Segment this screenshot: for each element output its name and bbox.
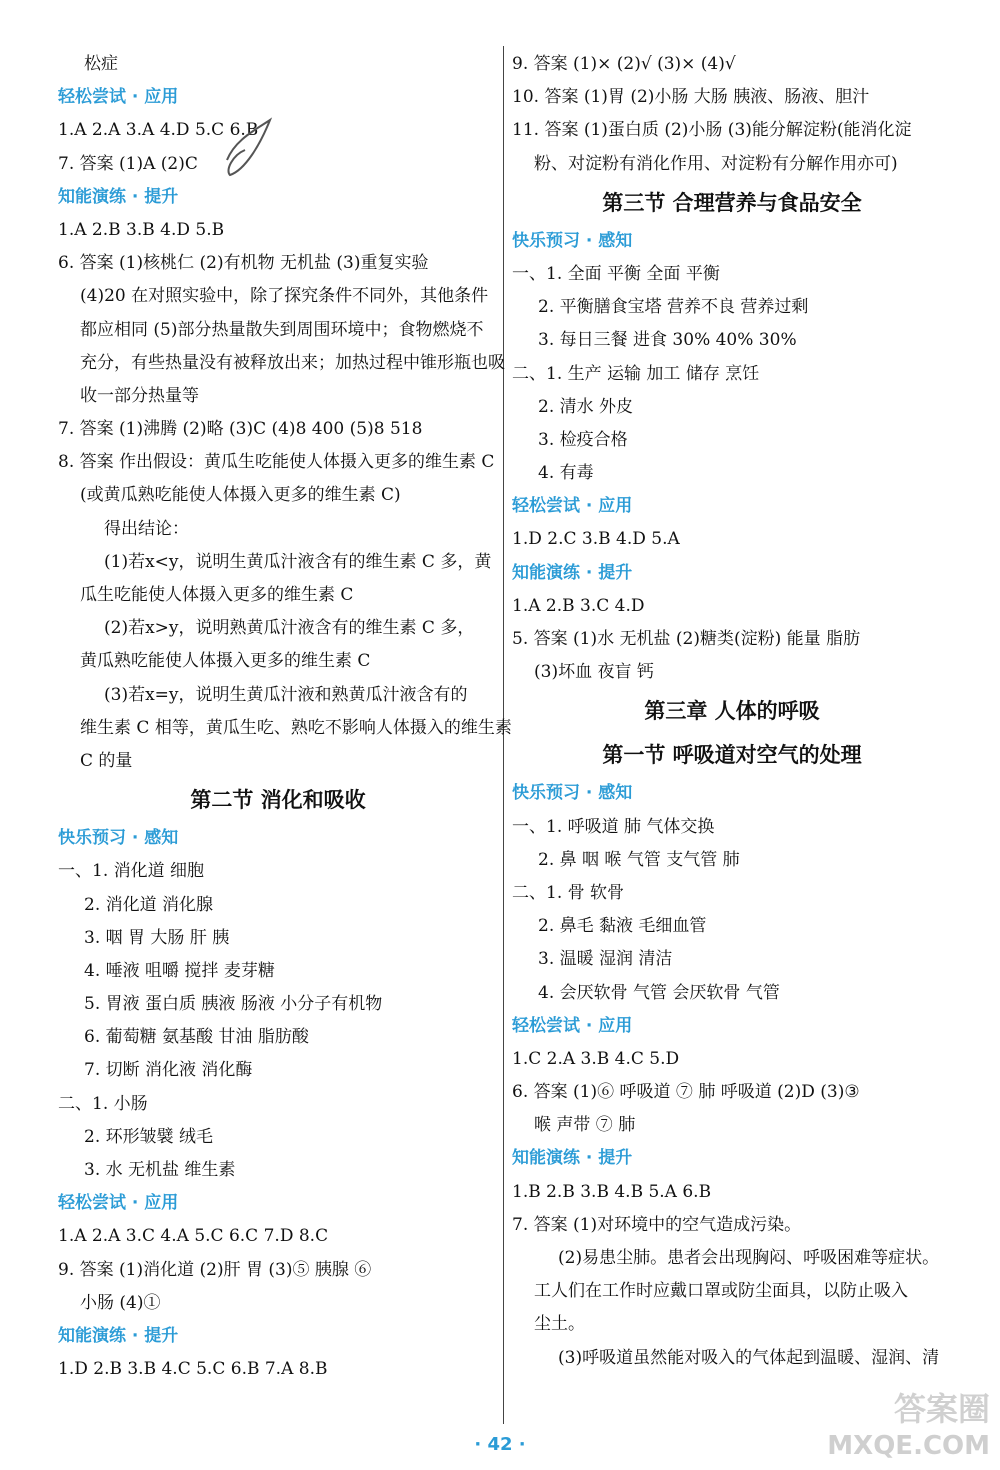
answer-line: 3. 咽 胃 大肠 肝 胰 — [84, 927, 230, 948]
answer-line: 一、1. 全面 平衡 全面 平衡 — [512, 263, 720, 284]
answer-line: 4. 会厌软骨 气管 会厌软骨 气管 — [538, 982, 780, 1003]
answer-line: (1)若x<y，说明生黄瓜汁液含有的维生素 C 多，黄 — [104, 551, 492, 572]
section-header: 轻松尝试 · 应用 — [512, 496, 633, 517]
left-column — [58, 48, 512, 1386]
answer-line: 1.C 2.A 3.B 4.C 5.D — [512, 1048, 680, 1069]
answer-line: 松症 — [84, 54, 118, 74]
answer-line: 6. 答案 (1)核桃仁 (2)有机物 无机盐 (3)重复实验 — [58, 253, 429, 274]
answer-line: 二、1. 生产 运输 加工 储存 烹饪 — [512, 363, 760, 384]
answer-line: 7. 切断 消化液 消化酶 — [84, 1060, 253, 1081]
right-column — [512, 48, 952, 1375]
section-header: 知能演练 · 提升 — [58, 1325, 179, 1346]
answer-line: (或黄瓜熟吃能使人体摄入更多的维生素 C) — [80, 485, 401, 506]
answer-line: 4. 有毒 — [538, 463, 594, 484]
answer-line: 3. 检疫合格 — [538, 429, 628, 450]
answer-line: 7. 答案 (1)对环境中的空气造成污染。 — [512, 1214, 802, 1235]
answer-line: 2. 鼻 咽 喉 气管 支气管 肺 — [538, 849, 740, 870]
svg-text:MXQE.COM: MXQE.COM — [827, 1431, 990, 1460]
answer-line: C 的量 — [80, 750, 133, 771]
answer-line: 1.A 2.B 3.B 4.D 5.B — [58, 219, 225, 240]
answer-line: 2. 鼻毛 黏液 毛细血管 — [538, 916, 707, 937]
section-header: 知能演练 · 提升 — [512, 562, 633, 583]
answer-line: 5. 胃液 蛋白质 胰液 肠液 小分子有机物 — [84, 994, 383, 1015]
answer-line: 5. 答案 (1)水 无机盐 (2)糖类(淀粉) 能量 脂肪 — [512, 629, 861, 649]
answer-line: 收一部分热量等 — [80, 385, 199, 406]
answer-line: 二、1. 小肠 — [58, 1093, 148, 1114]
section-header: 快乐预习 · 感知 — [512, 230, 633, 251]
handwritten-scribble — [215, 100, 285, 200]
answer-line: 7. 答案 (1)A (2)C — [58, 153, 198, 174]
answer-line: 10. 答案 (1)胃 (2)小肠 大肠 胰液、肠液、胆汁 — [512, 87, 870, 108]
answer-line: 1.B 2.B 3.B 4.B 5.A 6.B — [512, 1181, 712, 1202]
section-header: 知能演练 · 提升 — [58, 186, 179, 207]
section-header: 快乐预习 · 感知 — [58, 828, 179, 849]
answer-line: 喉 声带 ⑦ 肺 — [534, 1115, 636, 1136]
section-header: 轻松尝试 · 应用 — [512, 1015, 633, 1036]
answer-line: 维生素 C 相等，黄瓜生吃、熟吃不影响人体摄入的维生素 — [80, 717, 512, 738]
answer-line: 1.A 2.A 3.C 4.A 5.C 6.C 7.D 8.C — [58, 1226, 329, 1247]
answer-line: (3)若x=y，说明生黄瓜汁液和熟黄瓜汁液含有的 — [104, 684, 468, 705]
section-title: 第三节 合理营养与食品安全 — [602, 190, 862, 215]
answer-line: 都应相同 (5)部分热量散失到周围环境中；食物燃烧不 — [80, 319, 484, 340]
answer-line: 9. 答案 (1)× (2)√ (3)× (4)√ — [512, 54, 736, 74]
section-header: 快乐预习 · 感知 — [512, 783, 633, 804]
section-title: 第一节 呼吸道对空气的处理 — [602, 743, 862, 768]
answer-line: 瓜生吃能使人体摄入更多的维生素 C — [80, 585, 354, 605]
answer-line: 粉、对淀粉有消化作用、对淀粉有分解作用亦可) — [534, 153, 898, 174]
answer-line: 工人们在工作时应戴口罩或防尘面具，以防止吸入 — [534, 1281, 908, 1302]
section-header: 轻松尝试 · 应用 — [58, 87, 179, 108]
svg-text:答案圈: 答案圈 — [893, 1390, 990, 1428]
section-title: 第二节 消化和吸收 — [190, 788, 366, 813]
answer-line: 1.D 2.B 3.B 4.C 5.C 6.B 7.A 8.B — [58, 1359, 328, 1380]
section-header: 轻松尝试 · 应用 — [58, 1193, 179, 1214]
answer-line: 黄瓜熟吃能使人体摄入更多的维生素 C — [80, 651, 371, 672]
answer-line: 9. 答案 (1)消化道 (2)肝 胃 (3)⑤ 胰腺 ⑥ — [58, 1259, 372, 1280]
answer-line: 2. 环形皱襞 绒毛 — [84, 1126, 214, 1147]
answer-line: 6. 答案 (1)⑥ 呼吸道 ⑦ 肺 呼吸道 (2)D (3)③ — [512, 1082, 860, 1103]
answer-line: 1.A 2.B 3.C 4.D — [512, 595, 645, 616]
answer-line: (3)呼吸道虽然能对吸入的气体起到温暖、湿润、清 — [558, 1347, 940, 1368]
answer-line: 3. 每日三餐 进食 30% 40% 30% — [538, 330, 797, 351]
answer-line: 小肠 (4)① — [80, 1292, 161, 1313]
answer-line: 3. 水 无机盐 维生素 — [84, 1160, 236, 1180]
page-number: · 42 · — [474, 1434, 526, 1455]
answer-line: 4. 唾液 咀嚼 搅拌 麦芽糖 — [84, 960, 275, 981]
answer-line: 3. 温暖 湿润 清洁 — [538, 949, 673, 970]
answer-line: 一、1. 呼吸道 肺 气体交换 — [512, 816, 715, 837]
answer-line: 7. 答案 (1)沸腾 (2)略 (3)C (4)8 400 (5)8 518 — [58, 419, 423, 440]
answer-line: 充分，有些热量没有被释放出来；加热过程中锥形瓶也吸 — [80, 352, 505, 373]
answer-line: 得出结论： — [104, 518, 189, 539]
answer-line: 2. 消化道 消化腺 — [84, 894, 214, 915]
answer-line: 2. 平衡膳食宝塔 营养不良 营养过剩 — [538, 297, 809, 318]
answer-line: (3)坏血 夜盲 钙 — [534, 662, 654, 683]
answer-line: (4)20 在对照实验中，除了探究条件不同外，其他条件 — [80, 286, 489, 307]
answer-line: (2)若x>y，说明熟黄瓜汁液含有的维生素 C 多， — [104, 618, 475, 639]
answer-line: 2. 清水 外皮 — [538, 396, 634, 417]
section-header: 知能演练 · 提升 — [512, 1148, 633, 1169]
answer-line: 11. 答案 (1)蛋白质 (2)小肠 (3)能分解淀粉(能消化淀 — [512, 120, 912, 141]
answer-line: 1.A 2.A 3.A 4.D 5.C 6.B — [58, 120, 259, 141]
answer-line: 一、1. 消化道 细胞 — [58, 861, 205, 882]
answer-line: (2)易患尘肺。患者会出现胸闷、呼吸困难等症状。 — [558, 1248, 940, 1268]
answer-line: 尘土。 — [534, 1314, 585, 1335]
answer-line: 8. 答案 作出假设：黄瓜生吃能使人体摄入更多的维生素 C — [58, 452, 495, 473]
answer-line: 1.D 2.C 3.B 4.D 5.A — [512, 529, 680, 550]
section-title: 第三章 人体的呼吸 — [644, 699, 820, 724]
answer-line: 二、1. 骨 软骨 — [512, 882, 625, 903]
answer-line: 6. 葡萄糖 氨基酸 甘油 脂肪酸 — [84, 1027, 309, 1048]
